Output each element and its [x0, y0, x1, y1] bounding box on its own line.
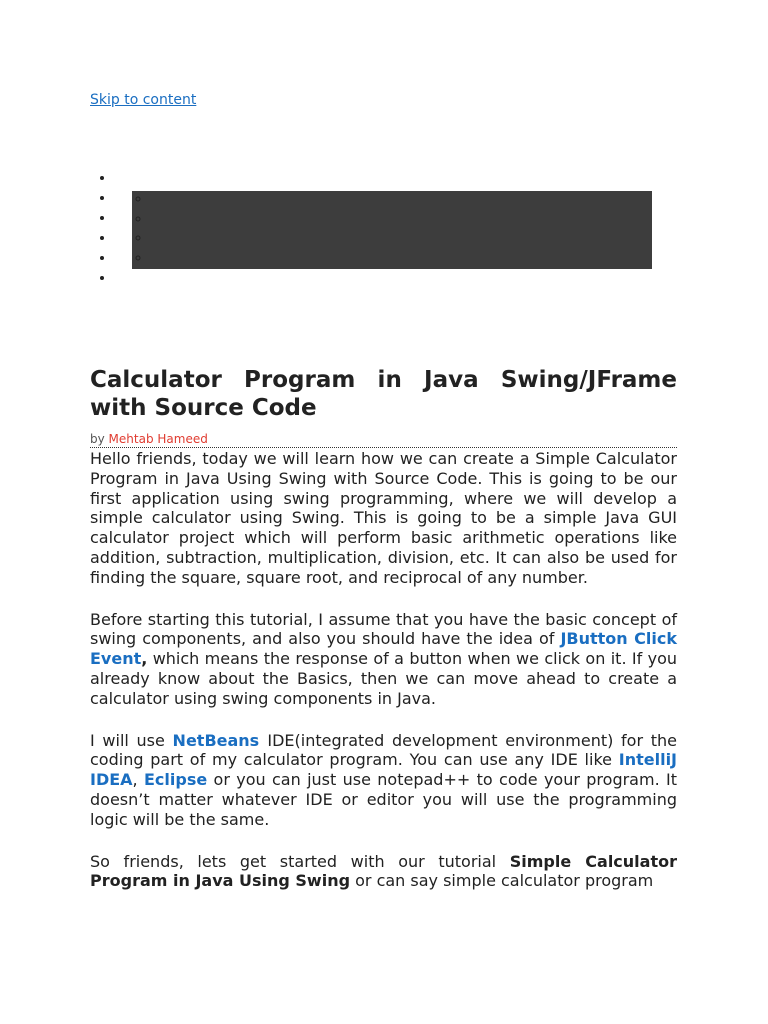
text: ,	[132, 770, 144, 790]
text: Simple Calculator Program in Java Using Swing	[90, 851, 677, 891]
jbutton-click-event-link[interactable]: JButton Click Event	[90, 629, 678, 669]
sub-menu-item[interactable]	[136, 250, 652, 270]
text: I will use	[90, 730, 173, 750]
article-title: Calculator Program in Java Swing/JFrame with Source Code	[90, 367, 677, 421]
sub-menu-item[interactable]	[136, 191, 652, 211]
paragraph-start	[90, 852, 677, 892]
nav-item[interactable]	[115, 270, 677, 290]
intellij-idea-link[interactable]: IntelliJ IDEA	[90, 750, 677, 790]
text: So friends, lets get started with our tutorial	[90, 851, 510, 871]
byline-by: by	[90, 432, 105, 446]
byline	[90, 432, 677, 448]
article-content	[90, 449, 677, 913]
netbeans-link[interactable]: NetBeans	[172, 730, 268, 750]
skip-to-content-link[interactable]: Skip to content	[90, 92, 197, 108]
paragraph-prerequisites	[90, 610, 677, 709]
nav-item[interactable]	[115, 190, 677, 210]
text: or you can just use notepad++ to code your program. It doesn’t matter whatever IDE or editor you will use the programming logic will be the same.	[90, 770, 677, 829]
author-link[interactable]: Mehtab Hameed	[108, 432, 208, 446]
nav-item[interactable]	[115, 170, 677, 190]
text: ,	[141, 649, 148, 669]
sub-menu	[132, 191, 652, 269]
eclipse-link[interactable]: Eclipse	[143, 770, 208, 790]
sub-menu-item[interactable]	[136, 230, 652, 250]
paragraph-ide	[90, 731, 677, 830]
text: IDE(integrated development environment) for the coding part of my calculator program. You can use any IDE like	[90, 730, 677, 770]
sub-menu-item[interactable]	[136, 211, 652, 231]
nav-menu	[90, 170, 677, 290]
text: or can say simple calculator program	[350, 871, 654, 891]
text: Before starting this tutorial, I assume that you have the basic concept of swing components, and also you should have the idea of	[90, 609, 677, 649]
text: which means the response of a button when we click on it. If you already know about the Basics, then we can move ahead to create a calculator using swing components in Java.	[90, 649, 677, 708]
paragraph-intro: Hello friends, today we will learn how we can create a Simple Calculator Program in Java Using Swing with Source Code. This is going to be our first application using swing programming, where we will develop a simple calculator using Swing. This is going to be a simple Java GUI calculator project which will perform basic arithmetic operations like addition, subtraction, multiplication, division, etc. It can also be used for finding the square, square root, and reciprocal of any number.	[90, 449, 677, 587]
